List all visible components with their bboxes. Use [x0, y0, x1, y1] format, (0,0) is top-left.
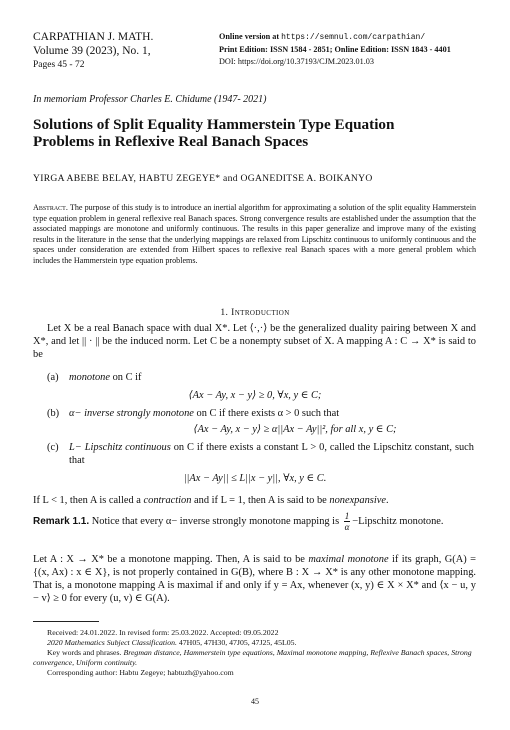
dedication: In memoriam Professor Charles E. Chidume (1947- 2021): [33, 94, 267, 105]
term-monotone: monotone: [69, 372, 110, 383]
footnote-rule: [33, 621, 99, 622]
intro-paragraph: Let X be a real Banach space with dual X*. Let ⟨·,·⟩ be the generalized duality pairing between X and X*, and let || · || be the induced norm. Let C be a nonempty subset of X. A mapping A : C → X* is said to be: [33, 323, 476, 360]
page-number: 45: [251, 697, 259, 706]
section-heading: 1. Introduction: [220, 307, 290, 318]
remark-heading: Remark 1.1.: [33, 515, 90, 527]
remark-1-1: Remark 1.1. Notice that every α− inverse strongly monotone mapping is $\frac{1}{\alpha}$ −Lipschitz monotone.: [33, 511, 444, 532]
term-maximal-monotone: maximal monotone: [308, 554, 389, 565]
equation-inverse-strongly-monotone: ⟨Ax − Ay, x − y⟩ ≥ α||Ax − Ay||², for all x, y ∈ C;: [193, 424, 397, 435]
maximal-monotone-paragraph: Let A : X → X* be a monotone mapping. Then, A is said to be maximal monotone if its graph, G(A) = {(x, Ax) : x ∈ X}, is not properly contained in G(B), where B : X → X* is any other monotone mapping. That is, a monotone mapping A is maximal if and only if y = Ax, whenever (x, y) ∈ X × X* and ⟨x − u, y − v⟩ ≥ 0 for every (u, v) ∈ G(A).: [33, 554, 476, 604]
paper-title: [33, 116, 483, 150]
online-url-link[interactable]: https://semnul.com/carpathian/: [281, 33, 426, 42]
online-version: Online version at https://semnul.com/carpathian/: [219, 32, 426, 42]
journal-name: CARPATHIAN J. MATH.: [33, 31, 154, 43]
term-lipschitz: L− Lipschitz continuous: [69, 442, 171, 453]
equation-monotone: ⟨Ax − Ay, x − y⟩ ≥ 0, ∀x, y ∈ C;: [188, 390, 322, 401]
footnote-keywords: Key words and phrases. Bregman distance, Hammerstein type equations, Maximal monotone mapping, Reflexive Banach spaces, Strong convergence, Uniform continuity.: [33, 648, 472, 667]
equation-lipschitz: ||Ax − Ay|| ≤ L||x − y||, ∀x, y ∈ C.: [183, 473, 327, 484]
authors: YIRGA ABEBE BELAY, HABTU ZEGEYE* and OGANEDITSE A. BOIKANYO: [33, 173, 373, 184]
term-nonexpansive: nonexpansive: [329, 495, 386, 506]
title-line-2: Problems in Reflexive Real Banach Spaces: [33, 133, 309, 150]
abstract-heading: Abstract.: [33, 203, 68, 212]
footnote-msc: 2020 Mathematics Subject Classification. 47H05, 47H30, 47J05, 47J25, 45L05.: [47, 638, 297, 647]
abstract: [33, 203, 476, 266]
footnote-received: Received: 24.01.2022. In revised form: 25.03.2022. Accepted: 09.05.2022: [47, 628, 279, 637]
abstract-text: The purpose of this study is to introduce an inertial algorithm for approximating a solution of the split equality Hammerstein type equation problem in general reflexive real Banach spaces. Strong convergence results are established under the assumption that the associated mappings are monotone and uniformly continuous. The results in this paper generalize and improve many of the existing results in the literature in the sense that the underlying mappings are relaxed from Lipschitz continuous to uniformly continuous and the spaces under consideration are extended from Hilbert spaces to reflexive real Banach spaces with a more general problem which includes the Hammerstein type equation problems.: [33, 203, 476, 265]
issn-line: Print Edition: ISSN 1584 - 2851; Online Edition: ISSN 1843 - 4401: [219, 45, 451, 54]
contraction-paragraph: If L < 1, then A is called a contraction and if L = 1, then A is said to be nonexpansive.: [33, 495, 389, 506]
title-line-1: Solutions of Split Equality Hammerstein Type Equation: [33, 116, 395, 133]
footnotes: [33, 628, 476, 678]
journal-pages: Pages 45 - 72: [33, 60, 85, 70]
journal-info: [33, 30, 153, 72]
term-contraction: contraction: [143, 495, 192, 506]
fraction-one-over-alpha: $\frac{1}{\alpha}$: [344, 511, 350, 532]
doi-line[interactable]: DOI: https://doi.org/10.37193/CJM.2023.01.03: [219, 57, 374, 66]
journal-volume: Volume 39 (2023), No. 1,: [33, 45, 151, 57]
footnote-corresponding: Corresponding author: Habtu Zegeye; habtuzh@yahoo.com: [47, 668, 234, 677]
term-inverse-strongly-monotone: α− inverse strongly monotone: [69, 408, 194, 419]
online-info: [219, 31, 451, 68]
